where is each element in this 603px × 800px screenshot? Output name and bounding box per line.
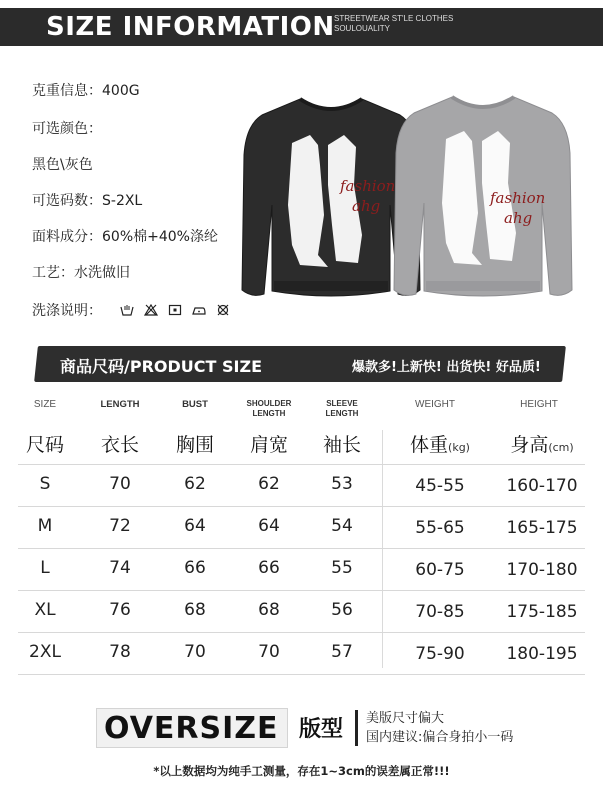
header-en-sleeve: SLEEVE LENGTH xyxy=(325,399,359,418)
cell-shoulder: 68 xyxy=(258,600,280,620)
cell-shoulder: 70 xyxy=(258,642,280,662)
header-cn-size: 尺码 xyxy=(25,434,64,456)
cell-size: L xyxy=(40,558,50,578)
cell-size: XL xyxy=(34,600,56,620)
fabric-info: 面料成分：60%棉+40%涤纶 xyxy=(32,229,218,245)
page-title: SIZE INFORMATION xyxy=(46,12,335,42)
fit-divider xyxy=(355,710,358,746)
header-cn-shoulder: 肩宽 xyxy=(249,434,288,456)
svg-text:ahg: ahg xyxy=(352,197,381,215)
cell-height: 160-170 xyxy=(506,476,578,496)
svg-text:fashion: fashion xyxy=(340,177,396,195)
cell-weight: 75-90 xyxy=(415,644,465,664)
size-advice: 国内建议:偏合身拍小一码 xyxy=(366,730,514,745)
care-icons xyxy=(120,304,230,316)
height-unit: (cm) xyxy=(548,441,574,454)
oversize-label: OVERSIZE xyxy=(104,711,279,746)
header-cn-weight-label: 体重 xyxy=(410,434,449,456)
weight-info: 克重信息：400G xyxy=(32,83,140,99)
weight-unit: (kg) xyxy=(448,441,470,454)
header-subtitle xyxy=(334,14,453,34)
row-divider xyxy=(18,674,585,675)
cell-bust: 70 xyxy=(184,642,206,662)
cell-bust: 64 xyxy=(184,516,206,536)
subtitle-line-2: SOULOUALITY xyxy=(334,24,391,33)
iron-icon xyxy=(192,304,206,316)
cell-height: 175-185 xyxy=(506,602,578,622)
subtitle-line-1: STREETWEAR ST'LE CLOTHES xyxy=(334,14,454,23)
care-instructions xyxy=(32,300,230,320)
cell-weight: 60-75 xyxy=(415,560,465,580)
row-divider xyxy=(18,632,585,633)
craft-info: 工艺：水洗做旧 xyxy=(32,265,130,281)
cell-length: 78 xyxy=(109,642,131,662)
cell-size: S xyxy=(39,474,51,494)
header-en-weight: WEIGHT xyxy=(415,399,455,410)
cell-weight: 55-65 xyxy=(415,518,465,538)
cell-sleeve: 54 xyxy=(331,516,353,536)
header-cn-weight xyxy=(390,430,490,457)
cell-sleeve: 55 xyxy=(331,558,353,578)
cell-length: 76 xyxy=(109,600,131,620)
hand-wash-icon xyxy=(120,304,134,316)
cell-weight: 45-55 xyxy=(415,476,465,496)
cell-bust: 66 xyxy=(184,558,206,578)
header-cn-sleeve: 袖长 xyxy=(322,434,361,456)
header-en-shoulder: SHOULDER LENGTH xyxy=(246,399,292,418)
header-en-height: HEIGHT xyxy=(520,399,558,410)
header-cn-length: 衣长 xyxy=(100,434,139,456)
header-en-bust: BUST xyxy=(182,399,208,410)
header-cn-bust: 胸围 xyxy=(175,434,214,456)
cell-size: 2XL xyxy=(29,642,61,662)
no-dry-clean-icon xyxy=(216,304,230,316)
cell-shoulder: 64 xyxy=(258,516,280,536)
us-size-note: 美版尺寸偏大 xyxy=(366,711,445,726)
cell-bust: 68 xyxy=(184,600,206,620)
cell-length: 72 xyxy=(109,516,131,536)
colors-label: 可选颜色： xyxy=(32,121,102,137)
colors-value: 黑色\灰色 xyxy=(32,157,93,173)
cell-shoulder: 66 xyxy=(258,558,280,578)
cell-length: 74 xyxy=(109,558,131,578)
cell-height: 170-180 xyxy=(506,560,578,580)
cell-height: 180-195 xyxy=(506,644,578,664)
svg-text:ahg: ahg xyxy=(504,209,533,227)
row-divider xyxy=(18,506,585,507)
no-bleach-icon xyxy=(144,304,158,316)
cell-weight: 70-85 xyxy=(415,602,465,622)
header-en-size: SIZE xyxy=(33,399,57,410)
fit-type-label: 版型 xyxy=(299,717,344,742)
row-divider xyxy=(18,464,585,465)
sizes-info: 可选码数：S-2XL xyxy=(32,193,143,209)
row-divider xyxy=(18,548,585,549)
section-title: 商品尺码/PRODUCT SIZE xyxy=(60,357,263,376)
care-label: 洗涤说明： xyxy=(32,303,102,319)
header-en-length: LENGTH xyxy=(100,399,140,410)
cell-bust: 62 xyxy=(184,474,206,494)
measurement-footnote: *以上数据均为纯手工测量，存在1~3cm的误差属正常!!! xyxy=(153,764,450,778)
header-cn-height xyxy=(490,430,594,457)
cell-length: 70 xyxy=(109,474,131,494)
row-divider xyxy=(18,590,585,591)
section-slogan: 爆款多!上新快! 出货快! 好品质! xyxy=(352,360,541,375)
svg-text:fashion: fashion xyxy=(490,189,546,207)
cell-sleeve: 56 xyxy=(331,600,353,620)
cell-size: M xyxy=(37,516,53,536)
header-cn-height-label: 身高 xyxy=(510,434,549,456)
cell-sleeve: 57 xyxy=(331,642,353,662)
tumble-dry-icon xyxy=(168,304,182,316)
cell-height: 165-175 xyxy=(506,518,578,538)
gray-sweatshirt-image xyxy=(392,93,574,303)
cell-sleeve: 53 xyxy=(331,474,353,494)
cell-shoulder: 62 xyxy=(258,474,280,494)
